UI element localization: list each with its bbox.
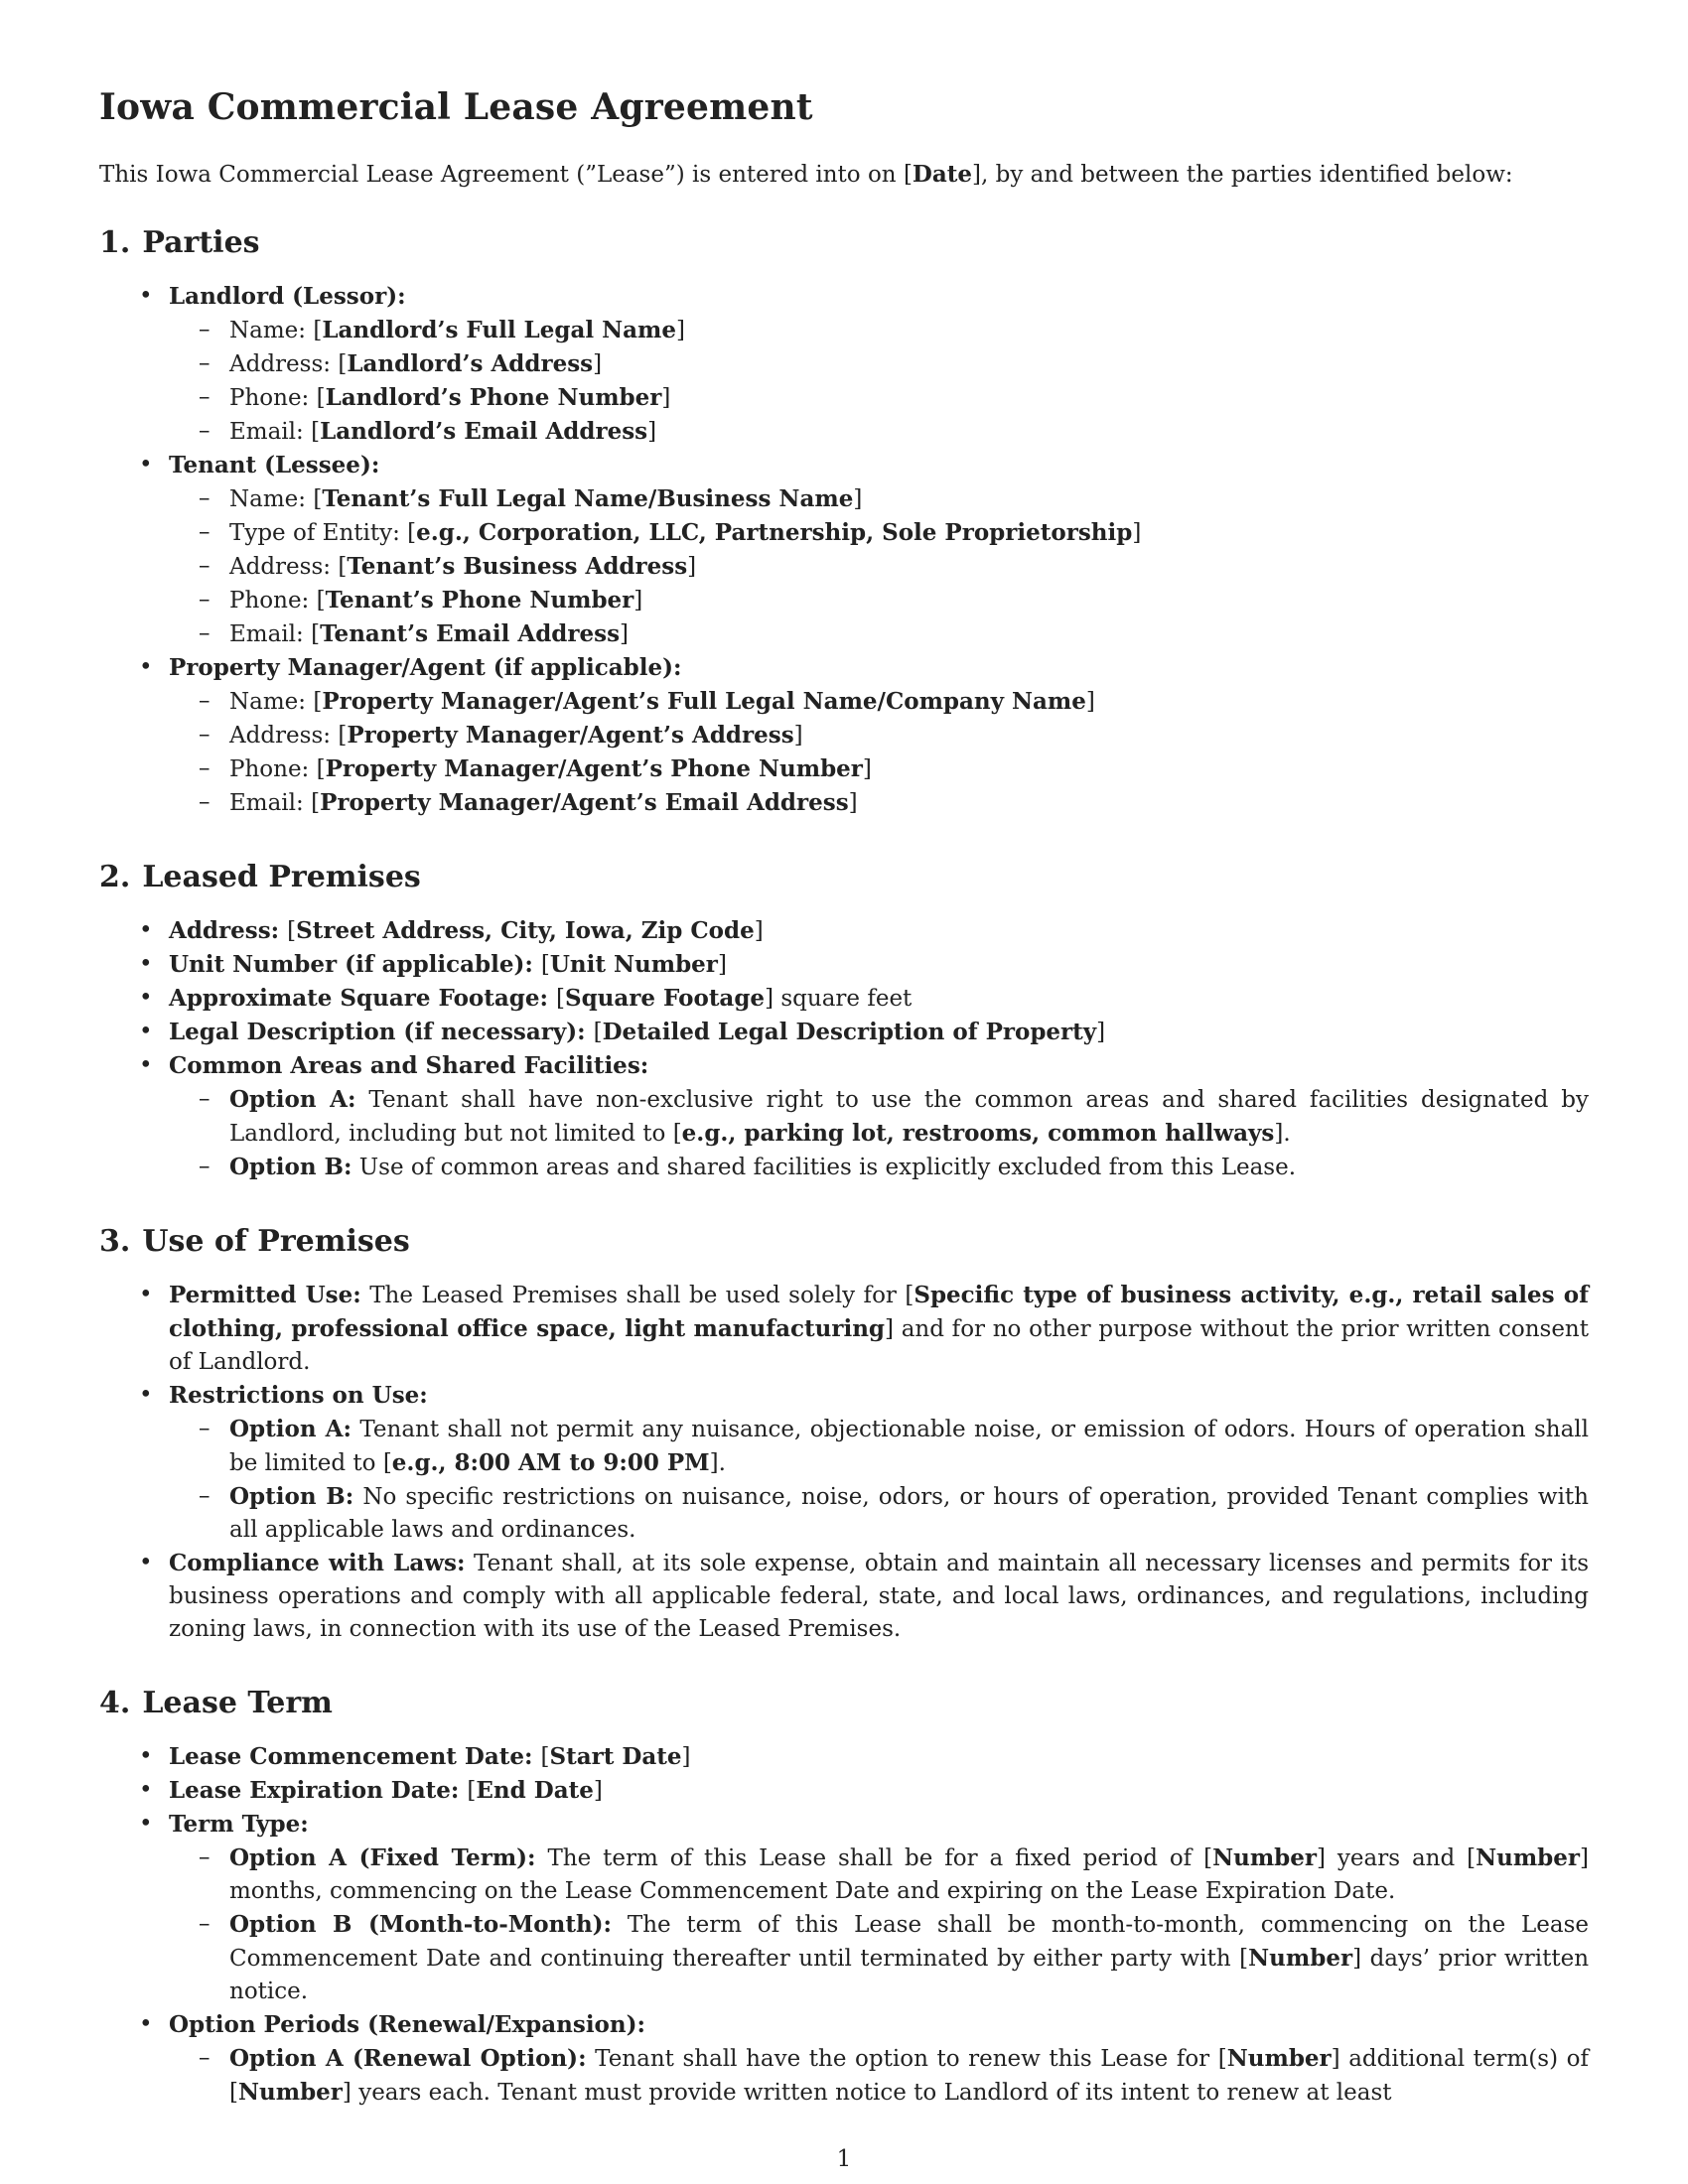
intro-text: This Iowa Commercial Lease Agreement (”Lease”) is entered into on — [99, 162, 904, 188]
premises-list — [99, 914, 1589, 1184]
common-areas-options — [169, 1083, 1589, 1184]
list-item: – Name: [Landlord’s Full Legal Name] — [99, 314, 1589, 347]
option-text: months, commencing on the Lease Commencement Date and expiring on the Lease Expiration Date. — [229, 1878, 1396, 1905]
list-item: – Email: [Landlord’s Email Address] — [99, 415, 1589, 449]
section-number: 2. — [99, 860, 131, 895]
clause-text: Tenant shall, at its sole expense, obtain and maintain all necessary licenses and permits for its business operations and comply with all applicable federal, state, and local laws, ordinances, and regulations, including zoning laws, in connection with its use of the Leased Premises. — [169, 1551, 1589, 1643]
field-label: Restrictions on Use: — [169, 1382, 428, 1410]
field-placeholder: Number — [1248, 1945, 1353, 1973]
field-label: Compliance with Laws: — [169, 1550, 466, 1577]
field-label: Address: — [229, 554, 339, 581]
option-text-end: . — [1283, 1121, 1291, 1148]
field-placeholder: Number — [1212, 1844, 1318, 1872]
section-parties — [99, 223, 1589, 820]
field-placeholder: Square Footage — [564, 985, 766, 1013]
list-item: – Phone: [Landlord’s Phone Number] — [99, 381, 1589, 415]
option-text: days’ prior written notice. — [229, 1946, 1590, 2005]
field-placeholder: Landlord’s Address — [347, 350, 594, 378]
list-item — [99, 1808, 1589, 2008]
field-placeholder: Landlord’s Full Legal Name — [322, 317, 676, 344]
field-label: Option Periods (Renewal/Expansion): — [169, 2011, 645, 2039]
field-label: Phone: — [229, 385, 317, 412]
list-item: – Name: [Tenant’s Full Legal Name/Business Name] — [99, 482, 1589, 516]
field-placeholder: Tenant’s Phone Number — [325, 587, 634, 614]
field-label: Common Areas and Shared Facilities: — [169, 1052, 649, 1080]
document-page — [99, 85, 1589, 2147]
landlord-details — [169, 314, 1589, 449]
field-placeholder: Specific type of business activity, e.g., retail sales of clothing, professional office space, light manufacturing — [169, 1282, 1589, 1343]
option-label: Option A: — [229, 1086, 356, 1114]
list-item: – Option A: Tenant shall have non-exclusive right to use the common areas and shared facilities designated by Landlord, including but not limited to [e.g., parking lot, restrooms, common hallways]. — [99, 1083, 1589, 1151]
list-item — [99, 1049, 1589, 1184]
list-item: • Legal Description (if necessary): [Detailed Legal Description of Property] — [99, 1016, 1589, 1049]
field-placeholder: Tenant’s Full Legal Name/Business Name — [322, 485, 854, 513]
field-label: Permitted Use: — [169, 1282, 361, 1309]
field-placeholder: Unit Number — [549, 951, 718, 979]
field-placeholder: Detailed Legal Description of Property — [602, 1019, 1097, 1046]
manager-details — [169, 685, 1589, 820]
option-text: No specific restrictions on nuisance, noise, odors, or hours of operation, provided Tenant complies with all applicable laws and ordinances. — [229, 1484, 1589, 1544]
field-label: Name: — [229, 486, 314, 513]
list-item: – Name: [Property Manager/Agent’s Full Legal Name/Company Name] — [99, 685, 1589, 719]
field-placeholder: Landlord’s Email Address — [320, 418, 648, 446]
field-placeholder: Number — [1226, 2045, 1332, 2073]
field-placeholder: Property Manager/Agent’s Full Legal Name/Company Name — [322, 688, 1086, 716]
field-placeholder: e.g., Corporation, LLC, Partnership, Sole Proprietorship — [416, 519, 1133, 547]
option-text: Use of common areas and shared facilities is explicitly excluded from this Lease. — [352, 1155, 1297, 1181]
field-label: Legal Description (if necessary): — [169, 1019, 594, 1046]
option-label: Option A (Renewal Option): — [229, 2045, 587, 2073]
section-number: 4. — [99, 1686, 131, 1721]
manager-label: Property Manager/Agent (if applicable): — [169, 654, 682, 682]
tenant-label: Tenant (Lessee): — [169, 452, 380, 479]
field-placeholder: Property Manager/Agent’s Email Address — [320, 789, 849, 817]
field-label: Approximate Square Footage: — [169, 985, 556, 1013]
list-item: – Phone: [Tenant’s Phone Number] — [99, 584, 1589, 617]
field-placeholder: Start Date — [549, 1743, 682, 1771]
section-leased-premises — [99, 858, 1589, 1184]
option-text-end: . — [718, 1450, 726, 1477]
field-placeholder: Property Manager/Agent’s Address — [347, 722, 794, 750]
field-label: Lease Expiration Date: — [169, 1777, 468, 1805]
intro-text-end: , by and between the parties identified below: — [981, 162, 1513, 188]
list-item — [99, 1151, 1589, 1184]
field-label: Unit Number (if applicable): — [169, 951, 541, 979]
clause-text-end: and for no other purpose without the prior written consent of Landlord. — [169, 1316, 1589, 1376]
option-label: Option A: — [229, 1416, 352, 1443]
field-placeholder: Tenant’s Business Address — [347, 553, 688, 581]
option-text: additional term(s) of — [1339, 2046, 1589, 2073]
field-label: Name: — [229, 689, 314, 716]
option-label: Option B: — [229, 1154, 352, 1181]
list-item: – Option A: Tenant shall not permit any nuisance, objectionable noise, or emission of odors. Hours of operation shall be limited to [e.g., 8:00 AM to 9:00 PM]. — [99, 1413, 1589, 1480]
field-label: Phone: — [229, 588, 317, 614]
option-text: Tenant shall have non-exclusive right to use the common areas and shared facilities designated by Landlord, including but not limited to — [229, 1087, 1589, 1148]
option-text: Tenant shall not permit any nuisance, objectionable noise, or emission of odors. Hours of operation shall be limited to — [229, 1417, 1590, 1477]
option-label: Option B: — [229, 1483, 354, 1511]
field-label: Email: — [229, 790, 312, 817]
section-title: Use of Premises — [142, 1224, 410, 1260]
list-item: – Type of Entity: [e.g., Corporation, LLC, Partnership, Sole Proprietorship] — [99, 516, 1589, 550]
field-label: Name: — [229, 318, 314, 344]
option-label: Option A (Fixed Term): — [229, 1844, 536, 1872]
list-item: • Address: [Street Address, City, Iowa, Zip Code] — [99, 914, 1589, 948]
field-label: Email: — [229, 621, 312, 648]
option-text: The term of this Lease shall be month-to-month, commencing on the Lease Commencement Date and continuing thereafter until terminated by either party with — [229, 1912, 1590, 1973]
field-label: Lease Commencement Date: — [169, 1743, 541, 1771]
date-placeholder: Date — [912, 161, 973, 188]
field-placeholder: e.g., 8:00 AM to 9:00 PM — [391, 1449, 710, 1477]
landlord-label: Landlord (Lessor): — [169, 283, 406, 311]
tenant-details — [169, 482, 1589, 651]
field-placeholder: e.g., parking lot, restrooms, common hallways — [681, 1120, 1275, 1148]
field-placeholder: Property Manager/Agent’s Phone Number — [325, 755, 863, 783]
section-heading-use-of-premises — [99, 1222, 1589, 1261]
section-title: Parties — [142, 225, 260, 261]
list-item: • Lease Commencement Date: [Start Date] — [99, 1740, 1589, 1774]
list-item — [99, 1379, 1589, 1547]
field-placeholder: Street Address, City, Iowa, Zip Code — [296, 917, 755, 945]
list-item — [99, 1547, 1589, 1646]
section-number: 3. — [99, 1224, 131, 1260]
clause-text: The Leased Premises shall be used solely for — [360, 1283, 906, 1309]
list-item: – Option A (Renewal Option): Tenant shall have the option to renew this Lease for [Number] additional term(s) of [Number] years each. Tenant must provide written notice to Landlord of its intent to renew at least — [99, 2042, 1589, 2110]
field-label: Address: — [229, 723, 339, 750]
field-placeholder: Landlord’s Phone Number — [325, 384, 662, 412]
section-heading-lease-term — [99, 1684, 1589, 1722]
list-item: – Option B (Month-to-Month): The term of this Lease shall be month-to-month, commencing on the Lease Commencement Date and continuing thereafter until terminated by either party with [Number] days’ prior written notice. — [99, 1908, 1589, 2008]
field-placeholder: Number — [1476, 1844, 1581, 1872]
list-item: – Option A (Fixed Term): The term of this Lease shall be for a fixed period of [Number] years and [Number] months, commencing on the Lease Commencement Date and expiring on the Lease Expiration Date. — [99, 1842, 1589, 1908]
field-suffix: square feet — [774, 986, 913, 1013]
field-label: Term Type: — [169, 1811, 309, 1839]
option-text: years each. Tenant must provide written notice to Landlord of its intent to renew at least — [351, 2080, 1392, 2107]
section-use-of-premises — [99, 1222, 1589, 1646]
list-item — [99, 1480, 1589, 1547]
section-lease-term — [99, 1684, 1589, 2110]
section-title: Lease Term — [142, 1686, 333, 1721]
list-item: – Email: [Tenant’s Email Address] — [99, 617, 1589, 651]
term-type-options — [169, 1842, 1589, 2008]
option-periods-options — [169, 2042, 1589, 2110]
field-label: Type of Entity: — [229, 520, 408, 547]
list-item: – Address: [Landlord’s Address] — [99, 347, 1589, 381]
parties-list — [99, 280, 1589, 820]
use-list — [99, 1279, 1589, 1646]
list-item: • Permitted Use: The Leased Premises shall be used solely for [Specific type of business activity, e.g., retail sales of clothing, professional office space, light manufacturing] and for no other purpose without the prior written consent of Landlord. — [99, 1279, 1589, 1379]
list-item-property-manager — [99, 651, 1589, 820]
list-item: – Address: [Tenant’s Business Address] — [99, 550, 1589, 584]
list-item-tenant — [99, 449, 1589, 651]
section-heading-leased-premises — [99, 858, 1589, 896]
section-title: Leased Premises — [142, 860, 421, 895]
field-placeholder: End Date — [476, 1777, 594, 1805]
list-item-landlord — [99, 280, 1589, 449]
section-heading-parties — [99, 223, 1589, 262]
intro-paragraph: This Iowa Commercial Lease Agreement (”Lease”) is entered into on [Date], by and between the parties identified below: — [99, 161, 1513, 188]
list-item: – Email: [Property Manager/Agent’s Email Address] — [99, 786, 1589, 820]
term-list — [99, 1740, 1589, 2110]
field-placeholder: Tenant’s Email Address — [320, 620, 621, 648]
field-placeholder: Number — [237, 2079, 343, 2107]
restrictions-options — [169, 1413, 1589, 1547]
list-item: • Approximate Square Footage: [Square Footage] square feet — [99, 982, 1589, 1016]
field-label: Address: — [169, 917, 288, 945]
option-text: years and — [1326, 1845, 1468, 1872]
field-label: Address: — [229, 351, 339, 378]
field-label: Phone: — [229, 756, 317, 783]
option-text: The term of this Lease shall be for a fixed period of — [535, 1845, 1204, 1872]
option-label: Option B (Month-to-Month): — [229, 1911, 613, 1939]
field-label: Email: — [229, 419, 312, 446]
list-item: – Phone: [Property Manager/Agent’s Phone Number] — [99, 752, 1589, 786]
list-item — [99, 2008, 1589, 2110]
list-item: – Address: [Property Manager/Agent’s Address] — [99, 719, 1589, 752]
option-text: Tenant shall have the option to renew this Lease for — [586, 2046, 1218, 2073]
list-item: • Lease Expiration Date: [End Date] — [99, 1774, 1589, 1808]
page-number: 1 — [836, 2146, 852, 2172]
list-item: • Unit Number (if applicable): [Unit Number] — [99, 948, 1589, 982]
section-number: 1. — [99, 225, 131, 261]
document-title: Iowa Commercial Lease Agreement — [99, 86, 813, 128]
